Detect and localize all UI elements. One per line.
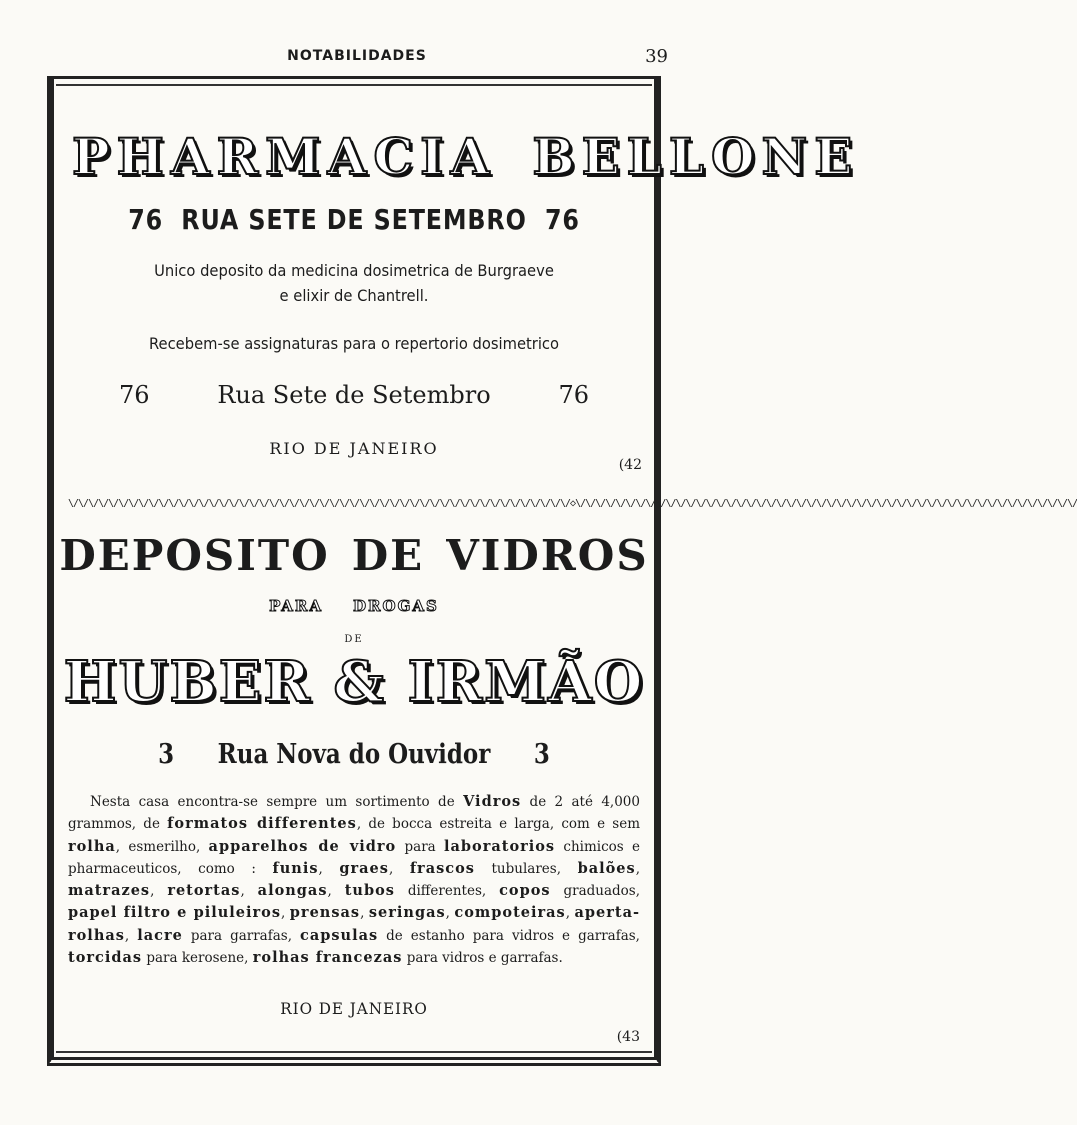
body-bold-product: frascos [409, 859, 475, 877]
body-bold-product: retortas [167, 882, 241, 900]
body-text-segment: , [281, 905, 290, 922]
company-description [68, 791, 640, 969]
body-bold-product: laboratorios [444, 837, 556, 855]
body-bold-product: formatos differentes [167, 815, 357, 833]
pharmacy-name-word-1: PHARMACIA [72, 127, 497, 186]
company-address [99, 739, 609, 770]
pharmacy-city: RIO DE JANEIRO [269, 439, 439, 458]
address2-number-left: 76 [119, 381, 150, 409]
company-city: RIO DE JANEIRO [280, 999, 428, 1018]
body-bold-product: matrazes [68, 882, 151, 900]
body-text-segment: differentes, [394, 883, 500, 900]
body-text-segment: , [565, 905, 575, 922]
body-text-segment: chimicos e pharmaceuticos, como : [68, 838, 640, 877]
body-text-segment: , [635, 860, 640, 877]
body-text-segment: , [150, 883, 168, 900]
company-address-number-right: 3 [533, 739, 550, 770]
body-bold-product: seringas [368, 904, 446, 922]
body-bold-product: apparelhos de vidro [208, 837, 397, 855]
body-text-segment: , [360, 905, 369, 922]
address-number-right: 76 [544, 203, 580, 236]
pharmacy-ref: (42 [618, 457, 642, 473]
subtitle-word-1: PARA [269, 597, 324, 615]
page-number: 39 [645, 46, 668, 67]
body-text-segment: tubulares, [474, 860, 578, 877]
pharmacy-line-3: Recebem-se assignaturas para o repertorio dosimetrico [148, 334, 560, 353]
address-street: RUA SETE DE SETEMBRO [181, 203, 527, 236]
page-header-title: NOTABILIDADES [287, 48, 427, 64]
body-text-segment: , [388, 860, 410, 877]
advertisement-frame [47, 76, 1077, 1066]
deposito-title [54, 531, 654, 580]
body-bold-product: prensas [289, 904, 361, 922]
ornamental-divider: \/\/\/\/\/\/\/\/\/\/\/\/\/\/\/\/\/\/\/\/\/\/\/\/\/\/\/\/\/\/\/\/\/\/\/\/\/\/\/\/\/\/\/\/\/\/\/\/\/\/◇\/\/\/\/\/\/\/\/\/\/\/\/\/\/\/\/\/\/\/\/\/\/\/\/\/\/\/\/\/\/\/\/\/\/\/\/\/\/\/\/\/\/\/\/\/\/\/\/\/\/ [68, 498, 1077, 509]
deposito-title-word-1: DEPOSITO [59, 531, 330, 580]
pharmacy-name [54, 127, 860, 186]
body-text-segment: de 2 até 4,000 grammos, de [68, 794, 640, 833]
body-text-segment: , [240, 883, 258, 900]
pharmacy-line-1: Unico deposito da medicina dosimetrica de Burgraeve [154, 261, 554, 280]
deposito-subtitle [54, 597, 654, 615]
body-bold-product: lacre [137, 926, 183, 944]
address2-number-right: 76 [558, 381, 589, 409]
body-text-segment: , [124, 927, 138, 944]
body-bold-product: capsulas [300, 926, 379, 944]
body-text-segment: , [318, 860, 340, 877]
body-bold-product: compoteiras [454, 904, 566, 922]
body-bold-product: Vidros [463, 793, 522, 810]
body-text-segment: para garrafas, [182, 927, 300, 944]
body-text-segment: para [396, 838, 444, 855]
body-bold-product: aperta-rolhas [68, 904, 641, 944]
body-bold-product: papel filtro e piluleiros [68, 904, 282, 922]
body-text-segment: , de bocca estreita e larga, com e sem [356, 816, 640, 833]
body-text-segment: para kerosene, [142, 950, 253, 967]
pharmacy-address-2 [54, 381, 654, 409]
body-bold-product: balões [577, 859, 636, 877]
body-bold-product: graes [339, 859, 389, 877]
company-address-number-left: 3 [158, 739, 175, 770]
body-bold-product: alongas [257, 882, 328, 900]
subtitle-word-2: DROGAS [353, 597, 439, 615]
body-text-segment: , esmerilho, [115, 838, 209, 855]
deposito-title-word-3: VIDROS [446, 531, 649, 580]
body-bold-product: torcidas [68, 949, 143, 967]
company-ref: (43 [616, 1029, 640, 1045]
body-text-segment: de estanho para vidros e garrafas, [378, 927, 640, 944]
body-bold-product: copos [499, 882, 551, 900]
body-text-segment: para vidros e garrafas. [402, 950, 563, 967]
deposito-title-word-2: DE [351, 531, 425, 580]
body-text-segment: , [327, 883, 345, 900]
body-bold-product: rolhas francezas [252, 949, 403, 967]
pharmacy-line-2: e elixir de Chantrell. [279, 286, 429, 305]
company-address-street: Rua Nova do Ouvidor [217, 739, 491, 770]
company-name: HUBER & IRMÃO [63, 649, 645, 715]
address-number-left: 76 [128, 203, 164, 236]
body-bold-product: funis [272, 859, 319, 877]
body-text-segment: , [445, 905, 455, 922]
address2-street: Rua Sete de Setembro [217, 381, 491, 409]
pharmacy-address [99, 203, 609, 236]
body-text-segment: graduados, [550, 883, 640, 900]
de-connector: DE [344, 634, 364, 645]
body-bold-product: tubos [344, 882, 395, 900]
body-bold-product: rolha [68, 837, 116, 855]
pharmacy-name-word-2: BELLONE [532, 127, 860, 186]
body-text-segment: Nesta casa encontra-se sempre um sortimento de [90, 794, 464, 810]
